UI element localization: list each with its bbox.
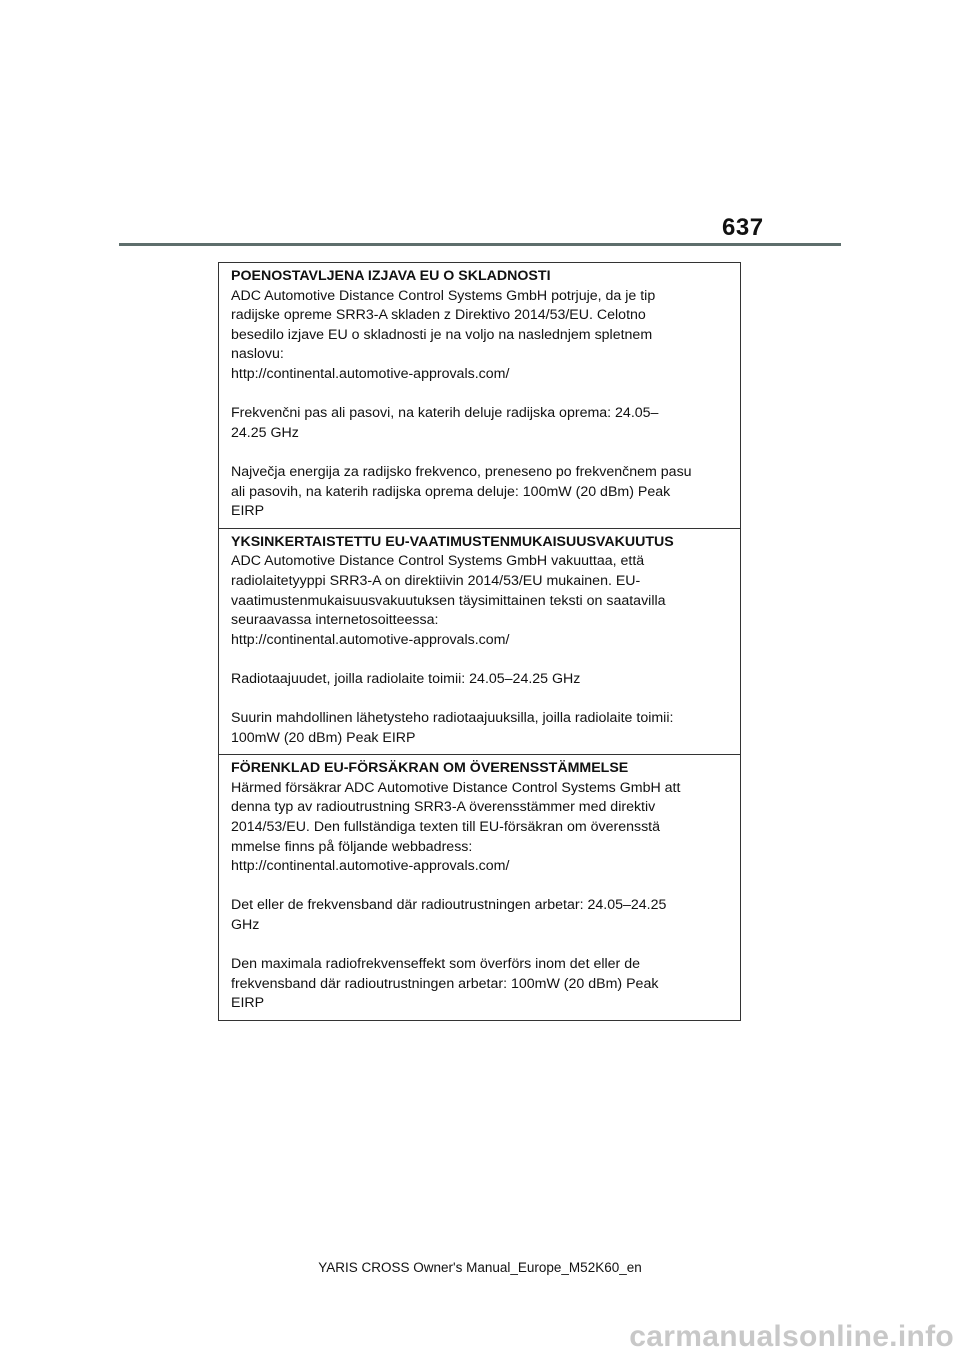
declaration-line: radijske opreme SRR3-A skladen z Direktivo 2014/53/EU. Celotno — [231, 307, 646, 324]
frequency-band-line: Radiotaajuudet, joilla radiolaite toimii: 24.05–24.25 GHz — [231, 670, 581, 687]
watermark: carmanualsonline.info — [629, 1320, 954, 1353]
footer-manual-id: YARIS CROSS Owner's Manual_Europe_M52K60_en — [318, 1260, 642, 1275]
max-power-line: EIRP — [231, 995, 265, 1012]
paragraph-gap — [231, 385, 732, 405]
declaration-line: seuraavassa internetosoitteessa: — [231, 612, 439, 629]
max-power-line: frekvensband där radioutrustningen arbetar: 100mW (20 dBm) Peak — [231, 975, 659, 992]
max-power-line: EIRP — [231, 503, 265, 520]
declaration-line: denna typ av radioutrustning SRR3-A överensstämmer med direktiv — [231, 799, 656, 816]
declaration-line: ADC Automotive Distance Control Systems GmbH vakuuttaa, että — [231, 553, 645, 570]
frequency-band-line: Det eller de frekvensband där radioutrustningen arbetar: 24.05–24.25 — [231, 897, 667, 914]
declaration-line: radiolaitetyyppi SRR3-A on direktiivin 2014/53/EU mukainen. EU- — [231, 572, 641, 589]
declaration-title: POENOSTAVLJENA IZJAVA EU O SKLADNOSTI — [231, 268, 551, 284]
declaration-line: besedilo izjave EU o skladnosti je na voljo na naslednjem spletnem — [231, 326, 653, 343]
declaration-title: FÖRENKLAD EU-FÖRSÄKRAN OM ÖVERENSSTÄMMELSE — [231, 760, 629, 777]
max-power-line: Den maximala radiofrekvenseffekt som överförs inom det eller de — [231, 956, 640, 973]
declaration-url: http://continental.automotive-approvals.com/ — [231, 858, 510, 875]
declaration-line: 2014/53/EU. Den fullständiga texten till EU-försäkran om överensstä — [231, 819, 660, 836]
declaration-swedish — [219, 754, 740, 1020]
declaration-finnish — [219, 528, 740, 755]
declaration-line: ADC Automotive Distance Control Systems GmbH potrjuje, da je tip — [231, 287, 656, 304]
frequency-band-line: Frekvenčni pas ali pasovi, na katerih deluje radijska oprema: 24.05– — [231, 405, 659, 422]
paragraph-gap — [231, 936, 732, 956]
declaration-line: vaatimustenmukaisuusvakuutuksen täysimittainen teksti on saatavilla — [231, 592, 666, 609]
header-rule — [119, 243, 841, 246]
declaration-line: Härmed försäkrar ADC Automotive Distance Control Systems GmbH att — [231, 779, 681, 796]
paragraph-gap — [231, 877, 732, 897]
frequency-band-line: GHz — [231, 917, 260, 933]
paragraph-gap — [231, 650, 732, 670]
page-number: 637 — [722, 214, 764, 241]
paragraph-gap — [231, 443, 732, 463]
max-power-line: 100mW (20 dBm) Peak EIRP — [231, 729, 416, 746]
frequency-band-line: 24.25 GHz — [231, 424, 299, 441]
declaration-line: naslovu: — [231, 346, 284, 363]
declaration-line: mmelse finns på följande webbadress: — [231, 838, 473, 855]
max-power-line: ali pasovih, na katerih radijska oprema deluje: 100mW (20 dBm) Peak — [231, 483, 671, 500]
paragraph-gap — [231, 689, 732, 709]
declaration-title: YKSINKERTAISTETTU EU-VAATIMUSTENMUKAISUUSVAKUUTUS — [231, 533, 674, 550]
declarations-table — [218, 262, 741, 1021]
max-power-line: Največja energija za radijsko frekvenco, preneseno po frekvenčnem pasu — [231, 463, 692, 480]
max-power-line: Suurin mahdollinen lähetysteho radiotaajuuksilla, joilla radiolaite toimii: — [231, 710, 674, 727]
declaration-url: http://continental.automotive-approvals.com/ — [231, 631, 510, 648]
declaration-url: http://continental.automotive-approvals.com/ — [231, 365, 510, 382]
declaration-slovenian — [219, 263, 740, 528]
